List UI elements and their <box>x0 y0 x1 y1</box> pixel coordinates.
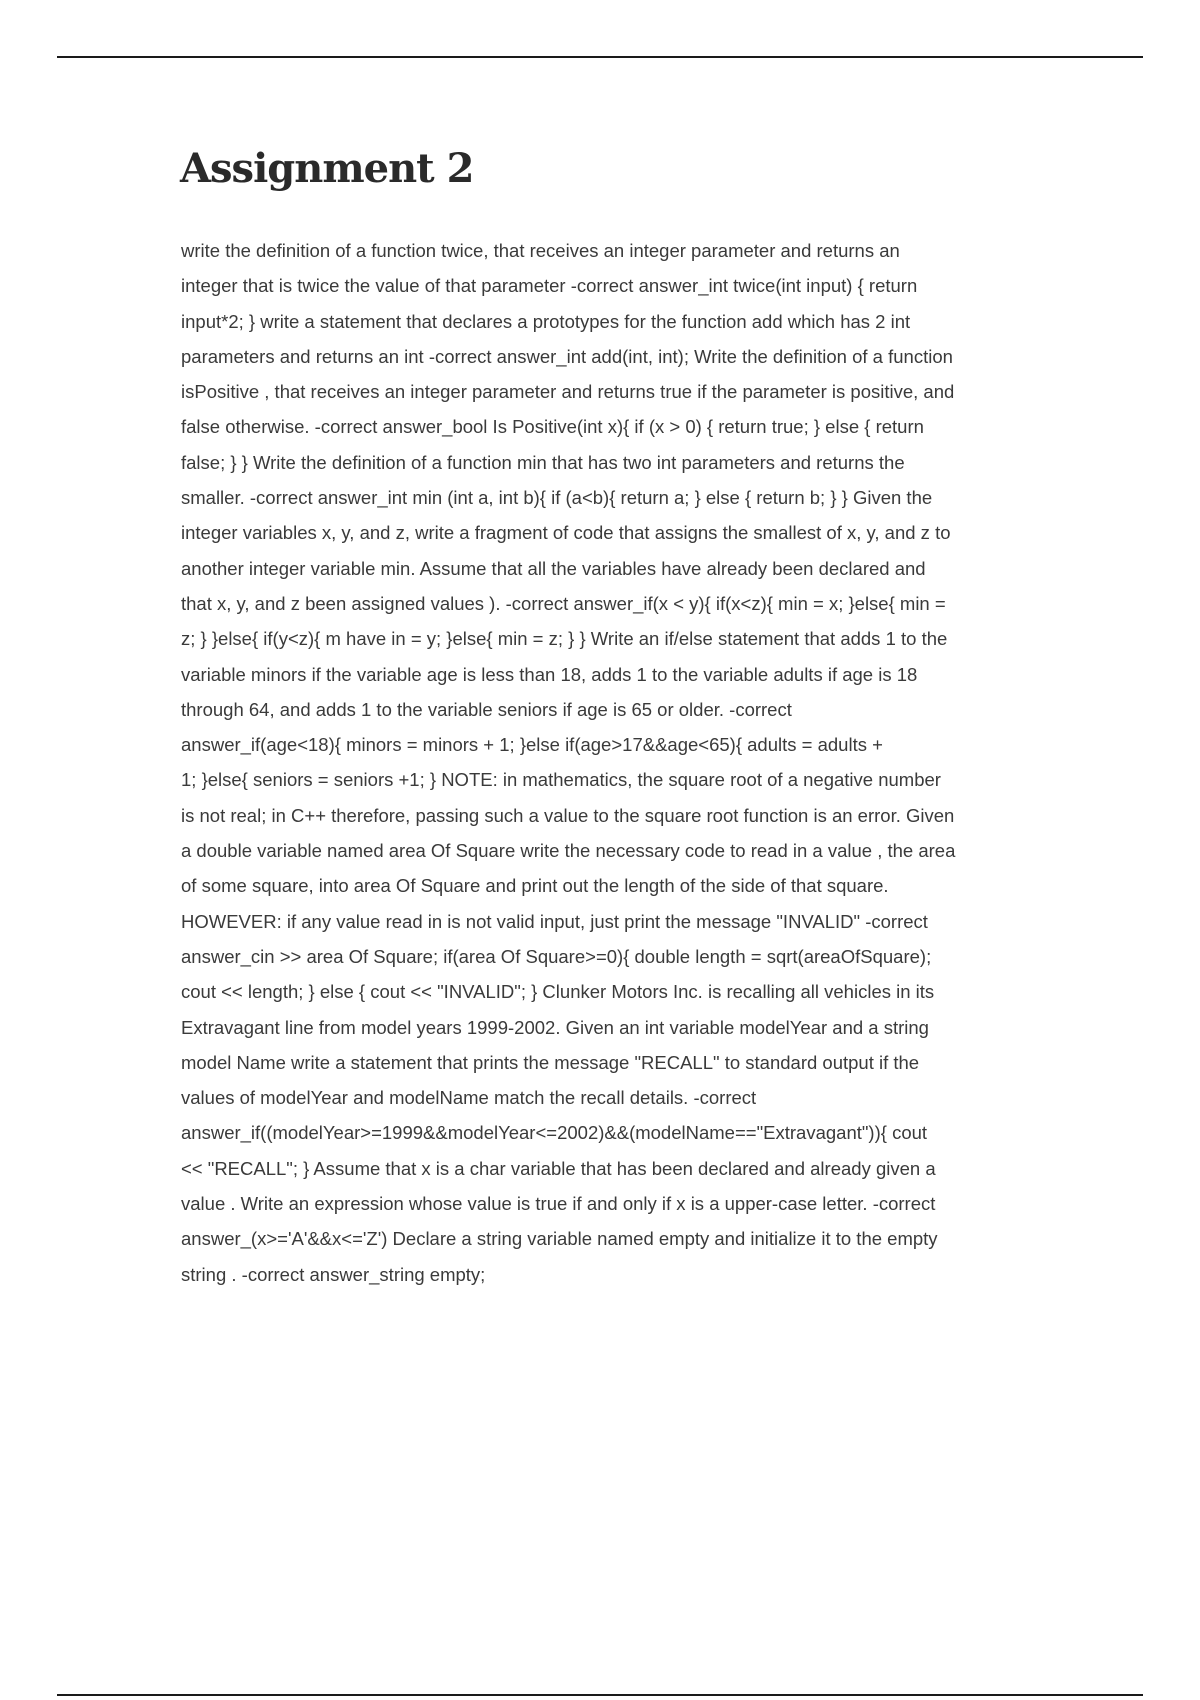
body-line: value . Write an expression whose value is true if and only if x is a upper-case letter. -correct <box>181 1193 936 1215</box>
body-line: input*2; } write a statement that declares a prototypes for the function add which has 2 int <box>181 310 911 332</box>
body-line: of some square, into area Of Square and print out the length of the side of that square. <box>181 875 889 897</box>
body-line: a double variable named area Of Square write the necessary code to read in a value , the area <box>181 840 956 862</box>
body-line: answer_(x>='A'&&x<='Z') Declare a string variable named empty and initialize it to the empty <box>181 1228 938 1250</box>
body-line: string . -correct answer_string empty; <box>181 1263 486 1285</box>
page-title: Assignment 2 <box>180 145 474 192</box>
body-line: answer_if(age<18){ minors = minors + 1; }else if(age>17&&age<65){ adults = adults + <box>181 734 883 756</box>
body-line: variable minors if the variable age is less than 18, adds 1 to the variable adults if age is 18 <box>181 663 918 685</box>
top-divider <box>57 56 1143 58</box>
body-line: is not real; in C++ therefore, passing such a value to the square root function is an error. Given <box>181 804 955 826</box>
body-line: values of modelYear and modelName match the recall details. -correct <box>181 1087 757 1109</box>
body-line: answer_cin >> area Of Square; if(area Of Square>=0){ double length = sqrt(areaOfSquare); <box>181 945 932 967</box>
body-line: isPositive , that receives an integer parameter and returns true if the parameter is positive, and <box>181 381 955 403</box>
body-line: write the definition of a function twice, that receives an integer parameter and returns an <box>181 240 900 261</box>
bottom-divider <box>57 1694 1143 1696</box>
body-line: model Name write a statement that prints the message "RECALL" to standard output if the <box>181 1051 920 1073</box>
body-line: integer that is twice the value of that parameter -correct answer_int twice(int input) { return <box>181 275 918 297</box>
body-line: false; } } Write the definition of a function min that has two int parameters and returns the <box>181 451 905 473</box>
body-line: integer variables x, y, and z, write a fragment of code that assigns the smallest of x, y, and z to <box>181 522 951 544</box>
body-line: parameters and returns an int -correct answer_int add(int, int); Write the definition of a function <box>181 345 953 367</box>
body-line: through 64, and adds 1 to the variable seniors if age is 65 or older. -correct <box>181 698 792 720</box>
body-line: answer_if((modelYear>=1999&&modelYear<=2002)&&(modelName=="Extravagant")){ cout <box>181 1122 928 1144</box>
body-line: z; } }else{ if(y<z){ m have in = y; }else{ min = z; } } Write an if/else statement that adds 1 to the <box>181 628 948 650</box>
body-line: another integer variable min. Assume that all the variables have already been declared and <box>181 557 926 579</box>
document-body <box>181 233 1021 1292</box>
body-line: << "RECALL"; } Assume that x is a char variable that has been declared and already given a <box>181 1157 936 1179</box>
body-line: HOWEVER: if any value read in is not valid input, just print the message "INVALID" -correct <box>181 910 928 932</box>
body-line: 1; }else{ seniors = seniors +1; } NOTE: in mathematics, the square root of a negative number <box>181 769 941 791</box>
body-line: false otherwise. -correct answer_bool Is Positive(int x){ if (x > 0) { return true; } else { return <box>181 416 924 438</box>
body-line: cout << length; } else { cout << "INVALID"; } Clunker Motors Inc. is recalling all vehicles in its <box>181 981 935 1003</box>
body-line: Extravagant line from model years 1999-2002. Given an int variable modelYear and a string <box>181 1016 929 1038</box>
body-line: smaller. -correct answer_int min (int a, int b){ if (a<b){ return a; } else { return b; } } Given the <box>181 487 933 509</box>
body-line: that x, y, and z been assigned values ). -correct answer_if(x < y){ if(x<z){ min = x; }else{ min = <box>181 592 946 614</box>
